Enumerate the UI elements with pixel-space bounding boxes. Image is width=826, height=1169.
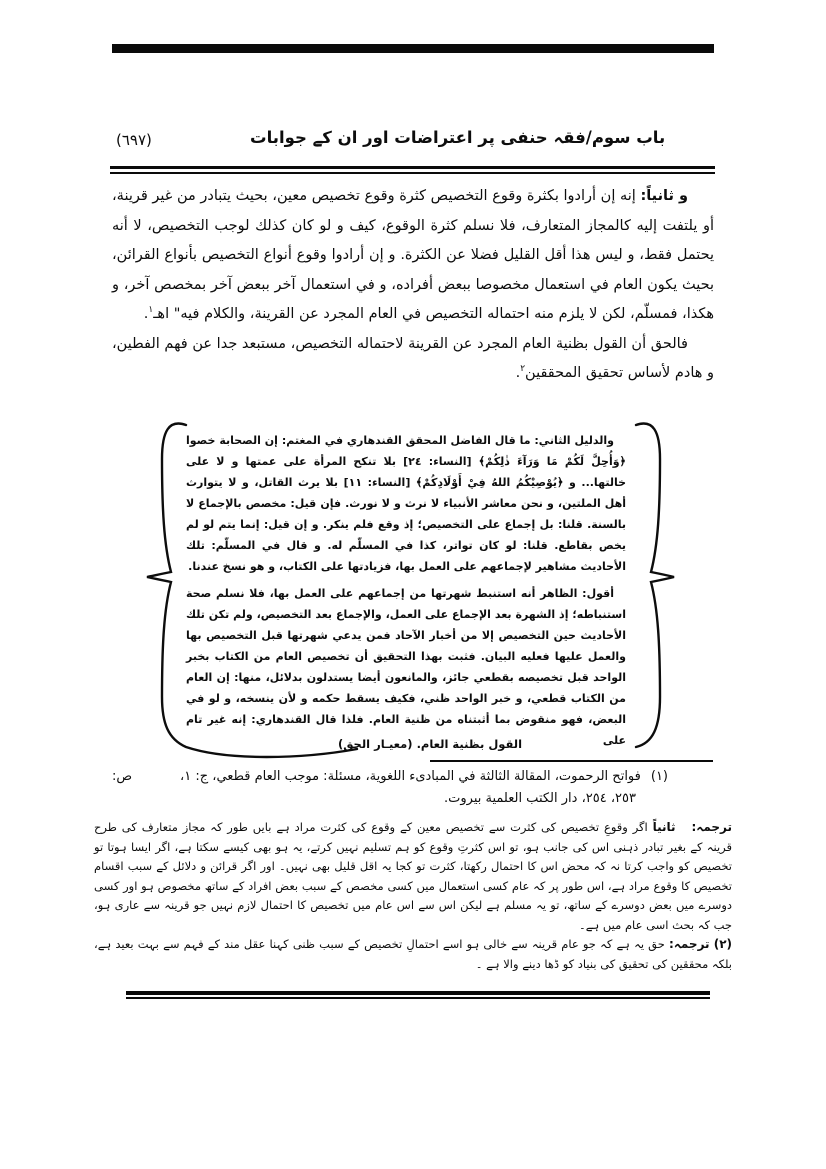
decorative-brace-right [620, 417, 676, 753]
quoted-section-closing [280, 737, 580, 751]
translation-paragraph-1 [94, 818, 732, 935]
header-double-rule [110, 166, 715, 174]
urdu-translation-block [94, 818, 732, 974]
footnote-separator-rule [430, 760, 713, 762]
bottom-ornament-rule [126, 991, 710, 999]
top-ornament-bar [112, 44, 714, 53]
body-paragraph-2-text: فالحق أن القول بظنية العام المجرد عن القرينة لاحتماله التخصيص، مستبعد جدا عن فهم الفطين، و هادم لأساس تحقيق المحققين [112, 335, 714, 381]
footnote-marker-1: ١ [148, 305, 154, 316]
quoted-section [186, 430, 626, 757]
chapter-header-title [250, 128, 714, 147]
translation-paragraph-2-text: حق یہ ہے کہ جو عام قرینہ سے خالی ہو اسے احتمالِ تخصیص کے سبب ظنی کہنا عقل مند کے فہم سے بہت بعید ہے، بلکہ محققین کی تحقیق کی بنیاد کو ڈھا دینے والا ہے ۔ [94, 937, 732, 971]
page-number: (٦٩٧) [116, 131, 152, 149]
footnote-1-marker: (١) [650, 769, 668, 784]
translation-label-1: ترجمہ: [691, 820, 732, 834]
footnote-1-page-label: ص: [112, 769, 133, 784]
footnotes-block [112, 766, 714, 810]
footnote-1-line-2: ٢٥٣، ٢٥٤، دار الكتب العلمية بيروت. [444, 791, 636, 806]
footnote-1-line-1 [112, 766, 714, 788]
footnote-1-source: فواتح الرحموت، المقالة الثالثة في المبادىء اللغوية، مسئلة: موجب العام قطعي، ج: ١، [180, 769, 641, 784]
body-paragraph-2 [112, 330, 714, 389]
translation-paragraph-2 [94, 935, 732, 974]
quoted-paragraph-1: والدليل الثاني: ما قال الفاضل المحقق القندهاري في المغتم: إن الصحابة خصوا ﴿وَأُحِلَّ لَكُمْ مَا وَرَآءَ ذٰلِكُمْ﴾ [النساء: ٢٤] بلا تنكح المرأة على عمتها و لا على خالتها... و ﴿يُوْصِيْكُمُ اللهُ فِيْ أَوْلَادِكُمْ﴾ [النساء: ١١] بلا يرث القاتل، و لا يتوارث أهل الملتين، و نحن معاشر الأنبياء لا نرث و لا نورث. فإن قيل: مخصص بالإجماع لا بالسنة. قلنا: بل إجماع على التخصيص؛ إذ وقع فلم ينكر. و إن قيل: إنما يتم لو لم يخص بقاطع. قلنا: لو كان تواتر، كذا في المسلّم له. و قال في المسلّم: تلك الأحاديث مشاهير لإجماعهم على العمل بها، فزيادتها على الكتاب، و هو نسخ عندنا. [186, 434, 627, 573]
quoted-paragraph-2: أقول: الظاهر أنه استنبط شهرتها من إجماعهم على العمل بها، فلا نسلم صحة استنباطه؛ إذ الشهرة بعد الإجماع على العمل، والإجماع بعد التخصيص، ولم تكن تلك الأحاديث حين التخصيص إلا من أخبار الآحاد فمن يدعي شهرتها قبل التخصيص بها والعمل عليها فعليه البيان. فثبت بهذا التحقيق أن تخصيص العام من الكتاب بخبر الواحد قبل تخصيصه بقطعي جائز، والمانعون أيضا يستدلون بدلائل، منها: إن العام من الكتاب قطعي، و خبر الواحد ظني، فكيف يسقط حكمه و لأن ينسخه، و لو في البعض، فهو منقوض بما أثبتناه من ظنية العام. فلذا قال القندهاري: إنه غير تام على [186, 587, 626, 747]
body-paragraph-2-tail: . [515, 365, 521, 381]
paragraph-label: و ثانياً: [640, 188, 689, 204]
translation-paragraph-1-text: اگر وقوعِ تخصیص کی کثرت سے تخصیص معین کے وقوع کی کثرت مراد ہے بایں طور کہ مجاز متعارف کی طرح قرینہ کے بغیر تبادر ذہنی اس کی جانب ہو، تو اس کثرتِ وقوع کو ہم تسلیم نہیں کرتے، یہ ہو بھی کیسے سکتا ہے، اگر ایسا ہوتا تو تخصیص کو واجب کرتا نہ کہ محض اس کا احتمال رکھتا، کثرت تو کجا یہ اقل قلیل بھی نہیں۔ اور اگر قرائن و دلائل کے سبب اقسام تخصیص کا وقوع مراد ہے، اس طور پر کہ عام کسی استعمال میں کسی مخصص کے سبب بعض افراد کے ساتھ مخصوص ہو اور کسی دوسرے میں بعض دوسرے کے ساتھ، تو یہ مسلم ہے لیکن اس سے اس عام میں تخصیص کا احتمال لازم نہیں جو قرینہ سے عاری ہو، جب کہ بحث اسی عام میں ہے۔ [94, 820, 732, 932]
quoted-closing-text: القول بظنية العام. [416, 737, 523, 751]
quoted-source-citation: (معيـار الحق) [337, 737, 413, 751]
body-paragraph-1-text: إنه إن أرادوا بكثرة وقوع التخصيص كثرة وقوع تخصيص معين، بحيث يتبادر من غير قرينة، أو يلتفت إليه كالمجاز المتعارف، فلا نسلم كثرة الوقوع، كيف و لو كان كذلك لوجب التخصيص، لا أنه يحتمل فقط، و ليس هذا أقل القليل فضلا عن الكثرة. و إن أرادوا وقوع أنواع التخصيص بأنواع القرائن، بحيث يكون العام في استعمال مخصوصا ببعض أفراده، و في استعمال آخر ببعض آخر بمخصص آخر، و هكذا، فمسلّم، لكن لا يلزم منه احتماله التخصيص في العام المجرد عن القرينة، والكلام فيه" اهـ [112, 188, 714, 322]
header-rule-line-1 [110, 166, 715, 169]
header-rule-line-2 [110, 172, 715, 175]
translation-marker-2: (۲) [713, 937, 733, 951]
bottom-rule-thin-line [126, 997, 710, 999]
body-paragraph-1 [112, 182, 714, 330]
body-paragraph-1-tail: . [143, 306, 149, 322]
main-arabic-text [112, 182, 714, 389]
translation-bold-word: ثانیاً [652, 820, 676, 834]
chapter-header-title-text: باب سوم/فقہ حنفی پر اعتراضات اور ان کے جوابات [250, 128, 666, 147]
bottom-rule-thick-line [126, 991, 710, 995]
translation-label-2: ترجمہ: [669, 937, 710, 951]
footnote-marker-2: ٢ [520, 364, 526, 375]
